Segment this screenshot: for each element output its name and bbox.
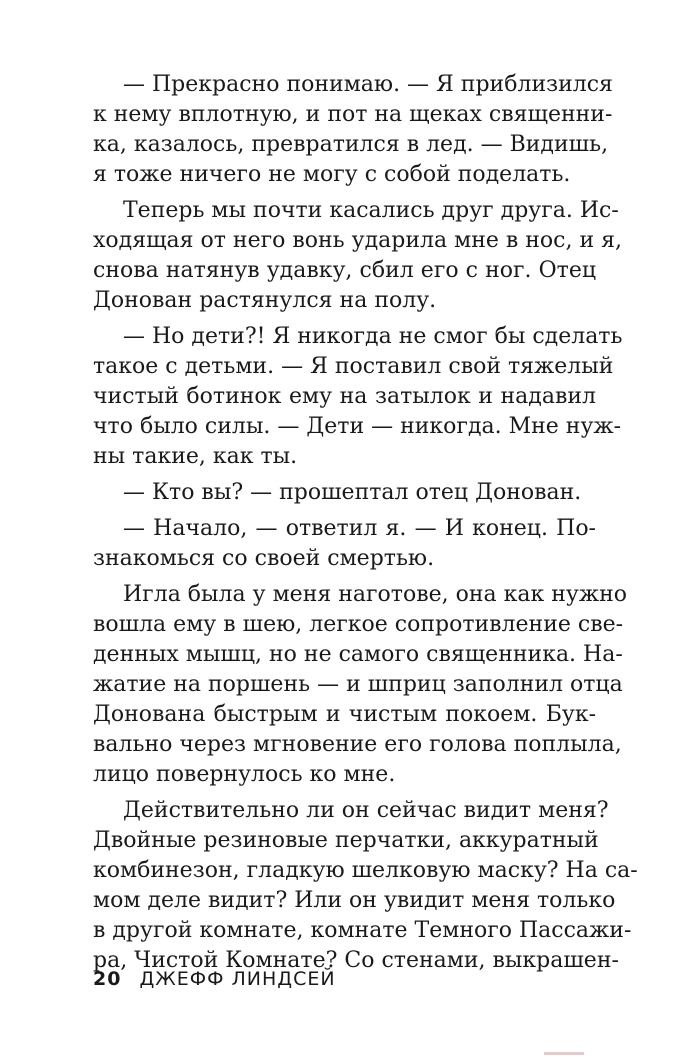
body-text [93, 70, 638, 982]
text-line: к нему вплотную, и пот на щеках священни- [93, 102, 613, 127]
paragraph [93, 796, 638, 976]
text-line: Донован растянулся на полу. [93, 288, 437, 313]
text-line: Игла была у меня наготове, она как нужно [123, 582, 627, 607]
paragraph [93, 580, 627, 790]
text-line: ны такие, как ты. [93, 444, 298, 469]
text-line: Донована быстрым и чистым покоем. Бук- [93, 702, 596, 727]
text-line: снова натянув удавку, сбил его с ног. Отец [93, 258, 596, 283]
text-line: ра, Чистой Комнате? Со стенами, выкрашен- [93, 948, 619, 973]
text-line: Действительно ли он сейчас видит меня? [123, 798, 609, 823]
text-line: жатие на поршень — и шприц заполнил отца [93, 672, 623, 697]
text-line: вально через мгновение его голова поплыла, [93, 732, 622, 757]
page-footer [93, 968, 336, 990]
text-line: лицо повернулось ко мне. [93, 762, 396, 787]
text-line: знакомься со своей смертью. [93, 546, 435, 571]
text-line: я тоже ничего не могу с собой поделать. [93, 162, 571, 187]
text-line: денных мышц, но не самого священника. На- [93, 642, 623, 667]
paragraph [93, 322, 623, 472]
paragraph [93, 478, 596, 508]
text-line: — Но дети?! Я никогда не смог бы сделать [123, 324, 623, 349]
text-line: ка, казалось, превратился в лед. — Видишь, [93, 132, 609, 157]
text-line: такое с детьми. — Я поставил свой тяжелый [93, 354, 614, 379]
scan-edge-mark [544, 1052, 584, 1055]
text-line: — Начало, — ответил я. — И конец. По- [123, 516, 596, 541]
running-header-author: ДЖЕФФ ЛИНДСЕЙ [139, 968, 336, 990]
text-line: в другой комнате, комнате Темного Пассажи- [93, 918, 632, 943]
text-line: ходящая от него вонь ударила мне в нос, и я, [93, 228, 622, 253]
text-line: — Кто вы? — прошептал отец Донован. [123, 480, 582, 505]
paragraph [93, 514, 596, 574]
text-line: комбинезон, гладкую шелковую маску? На са- [93, 858, 638, 883]
text-line: Двойные резиновые перчатки, аккуратный [93, 828, 599, 853]
text-line: вошла ему в шею, легкое сопротивление све- [93, 612, 624, 637]
text-line: чистый ботинок ему на затылок и надавил [93, 384, 596, 409]
page-number: 20 [93, 968, 122, 990]
text-line: — Прекрасно понимаю. — Я приблизился [123, 72, 613, 97]
paragraph [93, 70, 613, 190]
text-line: что было силы. — Дети — никогда. Мне нуж- [93, 414, 622, 439]
text-line: Теперь мы почти касались друг друга. Ис- [123, 198, 619, 223]
text-line: мом деле видит? Или он увидит меня только [93, 888, 616, 913]
paragraph [93, 196, 622, 316]
